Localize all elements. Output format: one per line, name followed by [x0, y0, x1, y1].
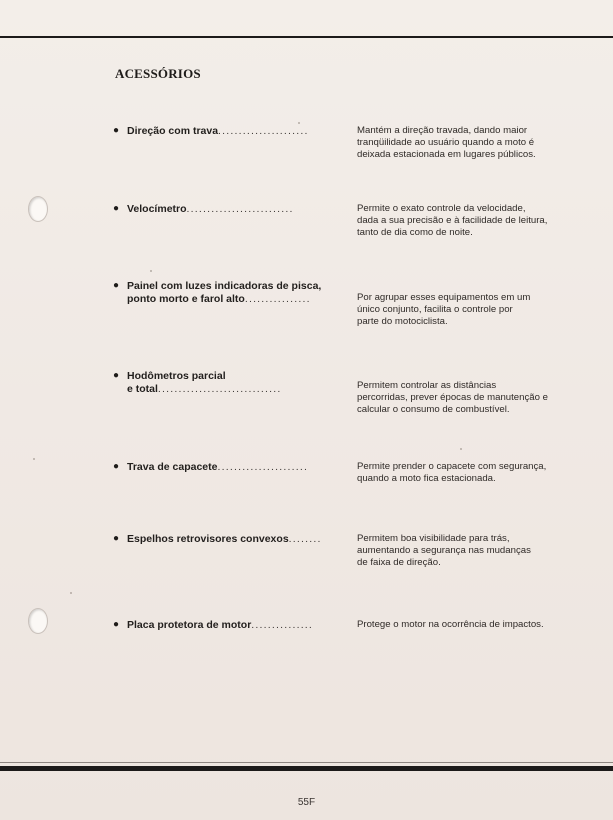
- accessory-term: [127, 533, 357, 546]
- dot-leader: ..............................: [157, 382, 282, 395]
- page-number: 55F: [297, 797, 316, 808]
- bullet-icon: ●: [113, 619, 120, 630]
- term-line: Trava de capacete......................: [127, 461, 309, 473]
- accessory-description: Por agrupar esses equipamentos em um único conjunto, facilita o controle por parte do motociclista.: [357, 292, 531, 328]
- dot-leader: ...............: [251, 619, 314, 631]
- accessory-description: Permite o exato controle da velocidade, dada a sua precisão e à facilidade de leitura, tanto de dia como de noite.: [357, 203, 548, 239]
- term-line: ponto morto e farol alto................: [127, 292, 311, 305]
- accessory-description: Permitem boa visibilidade para trás, aumentando a segurança nas mudanças de faixa de direção.: [357, 533, 531, 569]
- accessory-description: Permitem controlar as distâncias percorridas, prever épocas de manutenção e calcular o consumo de combustível.: [357, 380, 548, 416]
- term-line: Hodômetros parcial: [127, 370, 226, 382]
- term-line: Painel com luzes indicadoras de pisca,: [127, 280, 322, 292]
- dot-leader: ................: [244, 292, 311, 305]
- dot-leader: ........: [288, 533, 322, 545]
- bullet-icon: ●: [113, 533, 120, 544]
- accessory-term: [127, 461, 357, 474]
- bullet-icon: ●: [113, 461, 120, 472]
- accessory-term: [127, 280, 357, 305]
- bullet-icon: ●: [113, 280, 120, 291]
- dot-leader: ......................: [217, 461, 309, 473]
- accessory-description: Permite prender o capacete com segurança, quando a moto fica estacionada.: [357, 461, 547, 485]
- accessory-term: [127, 619, 357, 632]
- bullet-icon: ●: [113, 370, 120, 381]
- dot-leader: ..........................: [186, 203, 294, 215]
- term-line: Direção com trava......................: [127, 125, 309, 137]
- bullet-icon: ●: [113, 203, 120, 214]
- top-rule: [0, 36, 613, 38]
- scan-speck: [70, 592, 72, 594]
- accessory-description: Protege o motor na ocorrência de impactos.: [357, 619, 544, 630]
- term-line: Espelhos retrovisores convexos........: [127, 533, 322, 545]
- scan-speck: [298, 122, 300, 124]
- dot-leader: ......................: [218, 125, 309, 137]
- bullet-icon: ●: [113, 125, 120, 136]
- accessory-description: Mantém a direção travada, dando maior tranqüilidade ao usuário quando a moto é deixada estacionada em lugares públicos.: [357, 125, 536, 161]
- punch-hole: [28, 608, 48, 634]
- scan-speck: [150, 270, 152, 272]
- term-line: Velocímetro..........................: [127, 203, 294, 215]
- scan-speck: [33, 458, 35, 460]
- section-title: ACESSÓRIOS: [115, 66, 201, 81]
- bottom-rule: [0, 766, 613, 771]
- accessory-term: [127, 203, 357, 216]
- accessory-term: [127, 370, 357, 395]
- accessory-term: [127, 125, 357, 138]
- punch-hole: [28, 196, 48, 222]
- scan-speck: [460, 448, 462, 450]
- term-line: Placa protetora de motor...............: [127, 619, 314, 631]
- bottom-rule: [0, 762, 613, 763]
- term-line: e total..............................: [127, 382, 282, 395]
